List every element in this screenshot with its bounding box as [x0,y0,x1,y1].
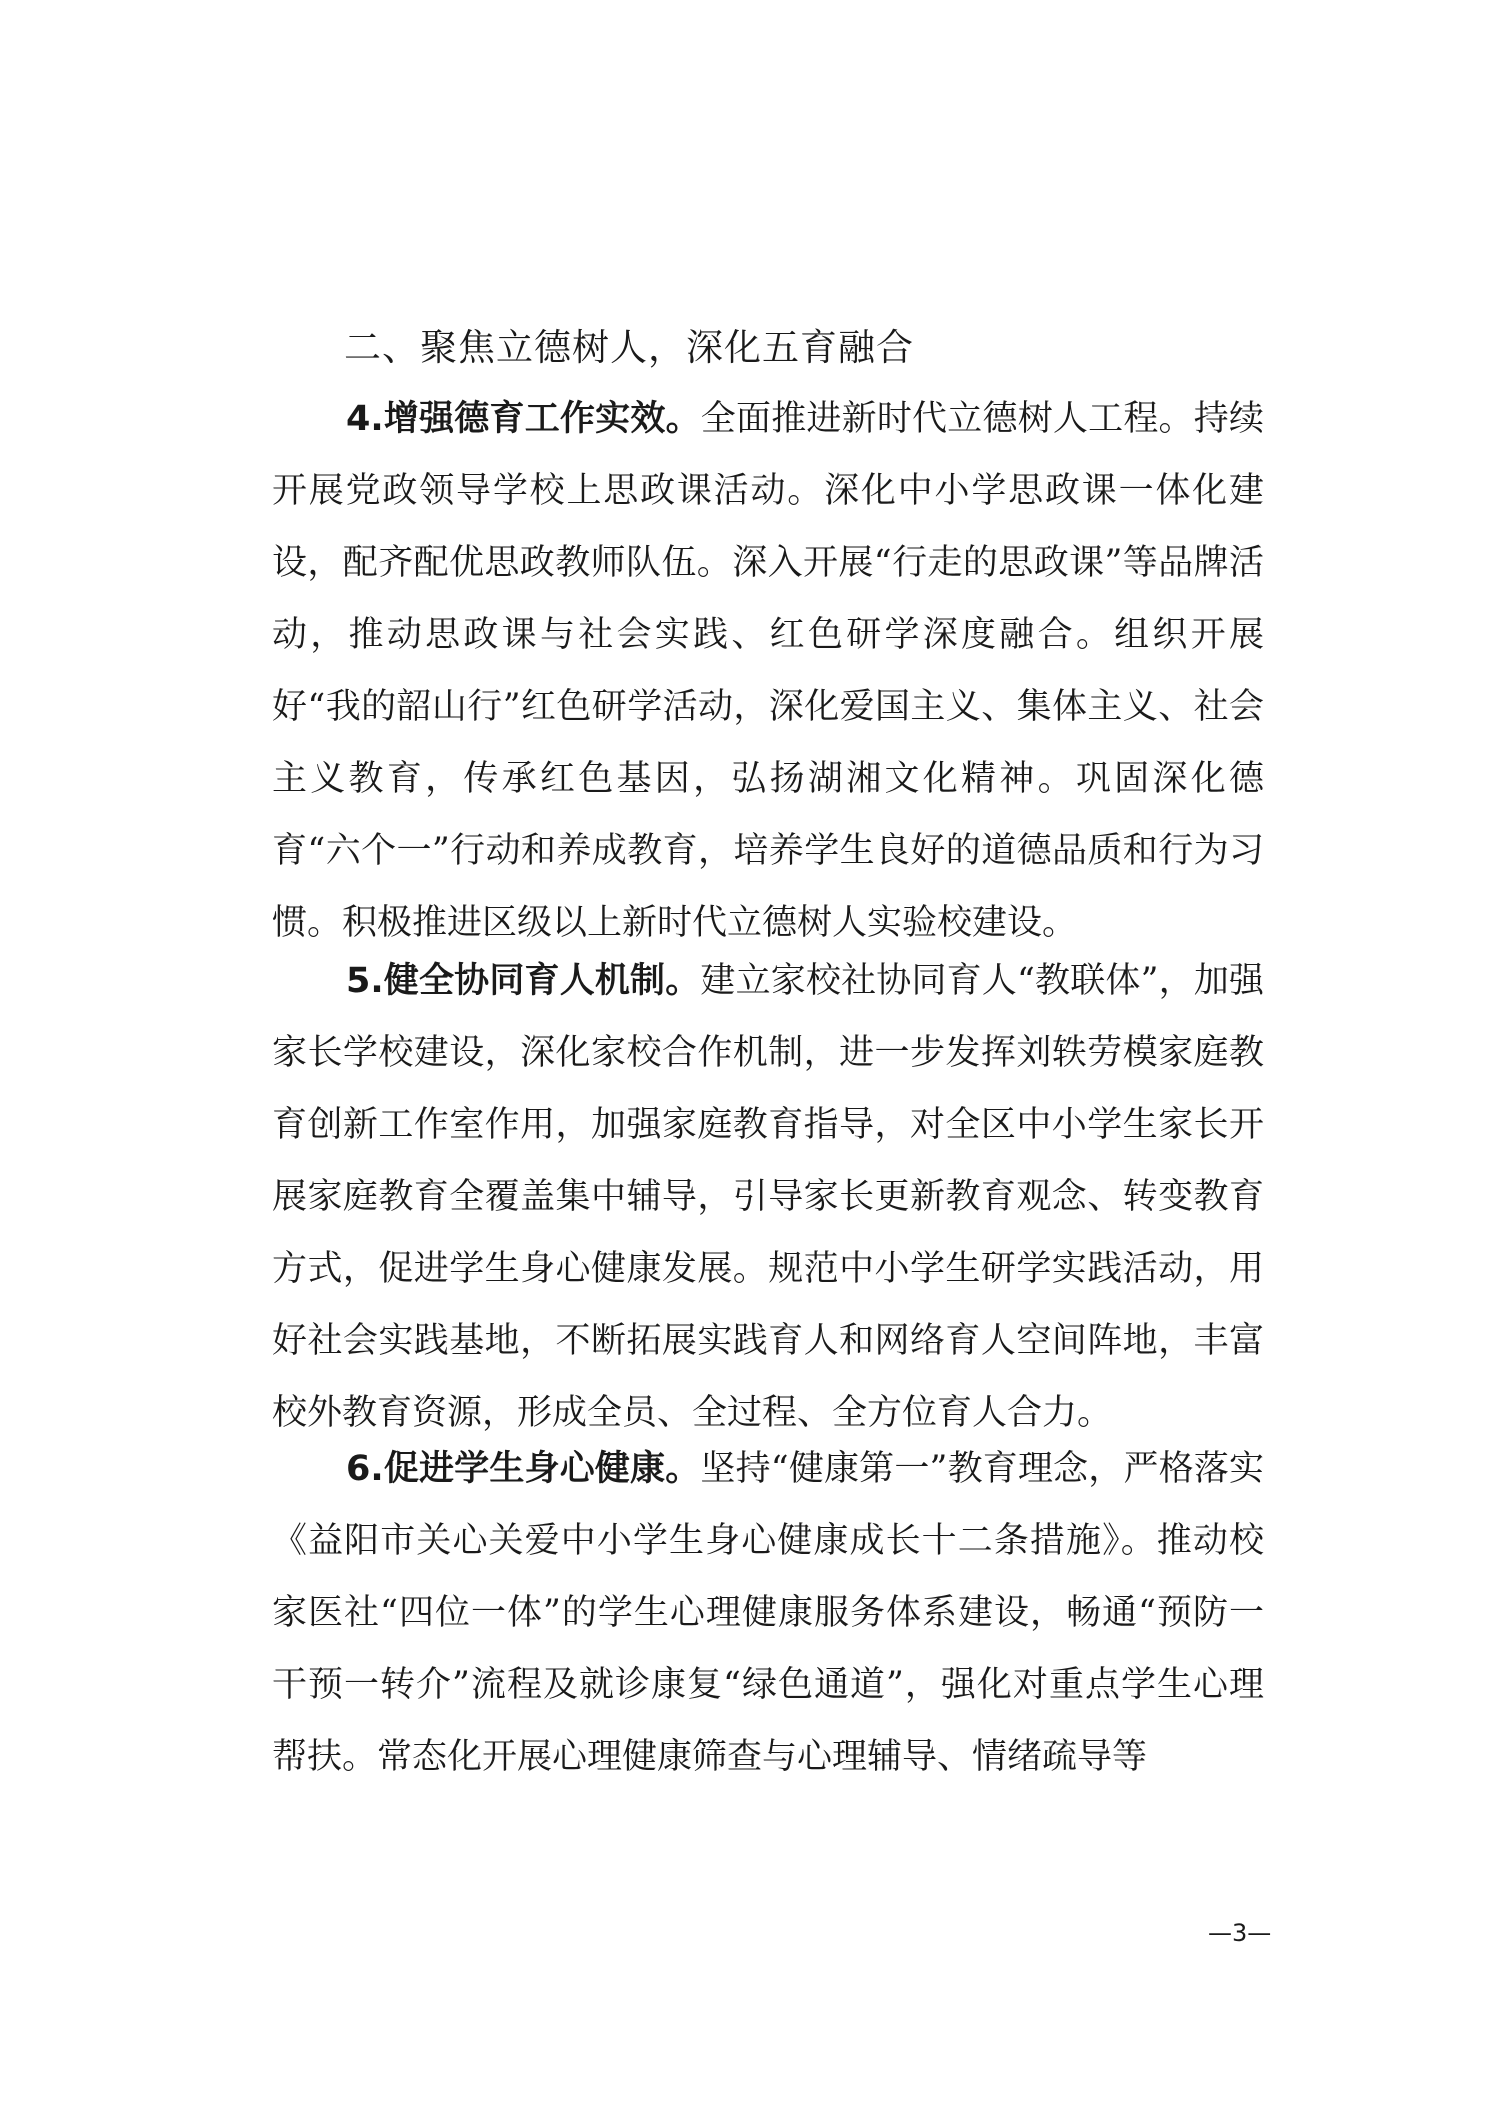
section-heading: 二、聚焦立德树人，深化五育融合 [344,326,914,369]
paragraph-4-body: 全面推进新时代立德树人工程。持续开展党政领导学校上思政课活动。深化中小学思政课一体化建设，配齐配优思政教师队伍。深入开展“行走的思政课”等品牌活动，推动思政课与社会实践、红色研学深度融合。组织开展好“我的韶山行”红色研学活动，深化爱国主义、集体主义、社会主义教育，传承红色基因，弘扬湖湘文化精神。巩固深化德育“六个一”行动和养成教育，培养学生良好的道德品质和行为习惯。积极推进区级以上新时代立德树人实验校建设。 [272,399,1264,943]
paragraph-6-body: 坚持“健康第一”教育理念，严格落实《益阳市关心关爱中小学生身心健康成长十二条措施》。推动校家医社“四位一体”的学生心理健康服务体系建设，畅通“预防一干预一转介”流程及就诊康复“绿色通道”，强化对重点学生心理帮扶。常态化开展心理健康筛查与心理辅导、情绪疏导等 [272,1449,1264,1777]
paragraph-5 [272,945,1264,1449]
page-number: —3— [1208,1919,1272,1947]
paragraph-5-lead: 5.健全协同育人机制。 [346,961,701,1001]
paragraph-4-lead: 4.增强德育工作实效。 [346,399,701,439]
paragraph-5-body: 建立家校社协同育人“教联体”，加强家长学校建设，深化家校合作机制，进一步发挥刘轶劳模家庭教育创新工作室作用，加强家庭教育指导，对全区中小学生家长开展家庭教育全覆盖集中辅导，引导家长更新教育观念、转变教育方式，促进学生身心健康发展。规范中小学生研学实践活动，用好社会实践基地，不断拓展实践育人和网络育人空间阵地，丰富校外教育资源，形成全员、全过程、全方位育人合力。 [272,961,1264,1433]
paragraph-6 [272,1433,1264,1793]
paragraph-6-lead: 6.促进学生身心健康。 [346,1449,701,1489]
paragraph-4 [272,383,1264,959]
